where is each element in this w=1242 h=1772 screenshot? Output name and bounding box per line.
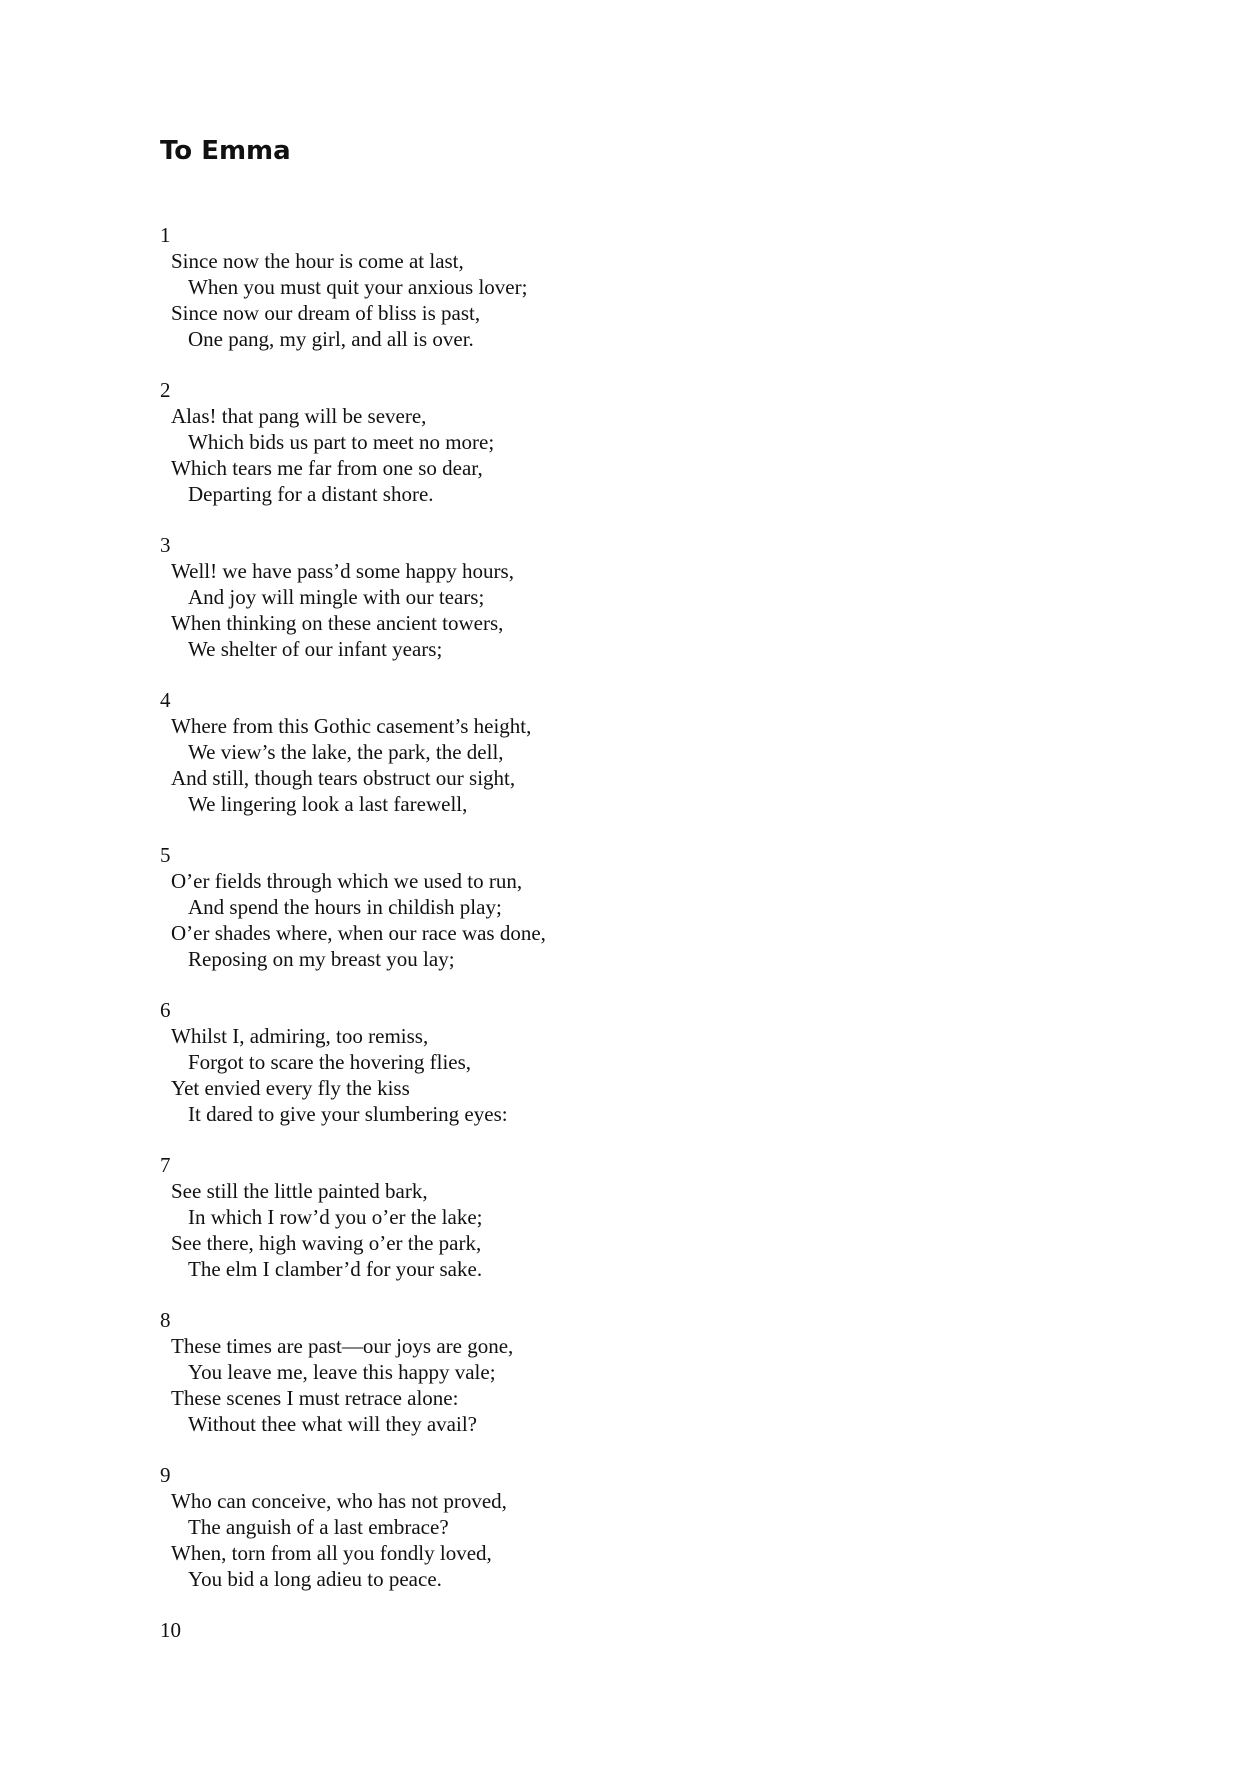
poem-line: We view’s the lake, the park, the dell, xyxy=(188,740,504,764)
stanza-8 xyxy=(160,1307,960,1462)
stanza-10 xyxy=(160,1617,960,1772)
poem-line: When, torn from all you fondly loved, xyxy=(171,1541,492,1565)
poem-line: O’er shades where, when our race was done, xyxy=(171,921,546,945)
poem-line: Whilst I, admiring, too remiss, xyxy=(171,1024,429,1048)
poem-line: One pang, my girl, and all is over. xyxy=(188,327,474,351)
poem-line: Well! we have pass’d some happy hours, xyxy=(171,559,514,583)
poem-line: You leave me, leave this happy vale; xyxy=(188,1360,496,1384)
poem-line: Where from this Gothic casement’s height, xyxy=(171,714,532,738)
poem-title: To Emma xyxy=(160,136,291,166)
stanza-number: 6 xyxy=(160,998,171,1022)
poem-body xyxy=(160,222,960,1772)
poem-line: When you must quit your anxious lover; xyxy=(188,275,528,299)
stanza-number: 10 xyxy=(160,1618,181,1642)
poem-line: It dared to give your slumbering eyes: xyxy=(188,1102,508,1126)
stanza-5 xyxy=(160,842,960,997)
stanza-number: 8 xyxy=(160,1308,171,1332)
poem-line: Departing for a distant shore. xyxy=(188,482,434,506)
poem-line: These times are past—our joys are gone, xyxy=(171,1334,514,1358)
stanza-number: 5 xyxy=(160,843,171,867)
poem-line: And joy will mingle with our tears; xyxy=(188,585,485,609)
poem-line: Which tears me far from one so dear, xyxy=(171,456,483,480)
poem-line: When thinking on these ancient towers, xyxy=(171,611,504,635)
stanza-number: 7 xyxy=(160,1153,171,1177)
poem-line: The anguish of a last embrace? xyxy=(188,1515,449,1539)
stanza-3 xyxy=(160,532,960,687)
poem-line: Forgot to scare the hovering flies, xyxy=(188,1050,472,1074)
poem-line: O’er fields through which we used to run, xyxy=(171,869,523,893)
poem-line: These scenes I must retrace alone: xyxy=(171,1386,459,1410)
poem-line: And still, though tears obstruct our sight, xyxy=(171,766,516,790)
stanza-6 xyxy=(160,997,960,1152)
stanza-4 xyxy=(160,687,960,842)
poem-line: Since now the hour is come at last, xyxy=(171,249,464,273)
stanza-1 xyxy=(160,222,960,377)
poem-line: We lingering look a last farewell, xyxy=(188,792,468,816)
poem-line: Yet envied every fly the kiss xyxy=(171,1076,410,1100)
poem-line: See there, high waving o’er the park, xyxy=(171,1231,482,1255)
stanza-2 xyxy=(160,377,960,532)
stanza-number: 4 xyxy=(160,688,171,712)
poem-line: Without thee what will they avail? xyxy=(188,1412,477,1436)
poem-line: The elm I clamber’d for your sake. xyxy=(188,1257,483,1281)
poem-line: See still the little painted bark, xyxy=(171,1179,428,1203)
poem-line: Who can conceive, who has not proved, xyxy=(171,1489,507,1513)
stanza-number: 9 xyxy=(160,1463,171,1487)
poem-line: You bid a long adieu to peace. xyxy=(188,1567,442,1591)
poem-line: Reposing on my breast you lay; xyxy=(188,947,455,971)
poem-line: We shelter of our infant years; xyxy=(188,637,443,661)
poem-line: And spend the hours in childish play; xyxy=(188,895,502,919)
poem-line: Since now our dream of bliss is past, xyxy=(171,301,481,325)
poem-line: Which bids us part to meet no more; xyxy=(188,430,495,454)
poem-line: Alas! that pang will be severe, xyxy=(171,404,427,428)
stanza-number: 1 xyxy=(160,223,171,247)
stanza-number: 2 xyxy=(160,378,171,402)
poem-line: In which I row’d you o’er the lake; xyxy=(188,1205,483,1229)
stanza-number: 3 xyxy=(160,533,171,557)
stanza-9 xyxy=(160,1462,960,1617)
stanza-7 xyxy=(160,1152,960,1307)
